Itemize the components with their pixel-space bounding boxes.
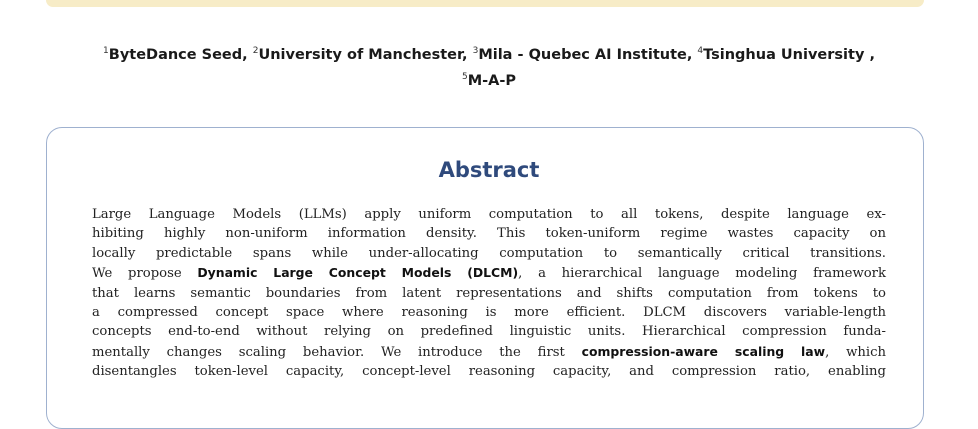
affiliation-name: M-A-P xyxy=(467,72,517,89)
affiliation-marker: 5 xyxy=(461,71,468,82)
affiliation-marker: 2 xyxy=(252,46,259,56)
affiliation-marker: 3 xyxy=(472,46,479,56)
abstract-line xyxy=(92,303,886,322)
abstract-text-segment: hibiting highly non-uniform information density. This token-uniform regime wastes capacity on xyxy=(92,226,886,242)
affiliation-name: ByteDance Seed, xyxy=(108,46,253,63)
abstract-text-segment: Large Language Models (LLMs) apply uniform computation to all tokens, despite language ex- xyxy=(92,207,886,222)
abstract-line xyxy=(92,263,886,283)
affiliations-line-2 xyxy=(40,66,938,92)
affiliation-name: Mila - Quebec AI Institute, xyxy=(478,46,698,63)
abstract-line xyxy=(92,362,886,381)
affiliation-name: Tsinghua University , xyxy=(703,46,875,63)
abstract-line xyxy=(92,342,886,362)
abstract-text-segment: , a hierarchical language modeling framework xyxy=(518,266,886,282)
abstract-text-segment: We propose xyxy=(92,266,198,282)
abstract-title: Abstract xyxy=(438,158,540,182)
abstract-text-segment: locally predictable spans while under-allocating computation to semantically critical transitions. xyxy=(92,245,886,261)
abstract-body xyxy=(92,205,886,382)
abstract-line xyxy=(92,244,886,263)
affiliation-marker: 4 xyxy=(697,46,704,56)
abstract-line xyxy=(92,322,886,341)
abstract-line xyxy=(92,224,886,243)
abstract-key-term: Dynamic Large Concept Models (DLCM) xyxy=(197,265,519,281)
abstract-key-term: compression-aware scaling law xyxy=(581,343,826,359)
affiliation-name: University of Manchester, xyxy=(258,46,473,63)
affiliations-line-1 xyxy=(40,40,938,66)
abstract-text-segment: that learns semantic boundaries from latent representations and shifts computation from tokens to xyxy=(92,285,886,301)
affiliation-marker: 1 xyxy=(103,46,109,56)
affiliations xyxy=(40,40,938,92)
abstract-text-segment: , which xyxy=(825,344,887,360)
abstract-text-segment: mentally changes scaling behavior. We introduce the first xyxy=(92,344,582,360)
header-banner-strip xyxy=(46,0,924,7)
abstract-text-segment: disentangles token-level capacity, concept-level reasoning capacity, and compression ratio, enabling xyxy=(92,364,886,380)
abstract-text-segment: concepts end-to-end without relying on predefined linguistic units. Hierarchical compression funda- xyxy=(92,324,886,340)
abstract-line xyxy=(92,284,886,303)
abstract-text-segment: a compressed concept space where reasoning is more efficient. DLCM discovers variable-length xyxy=(92,305,886,321)
abstract-line xyxy=(92,205,886,224)
